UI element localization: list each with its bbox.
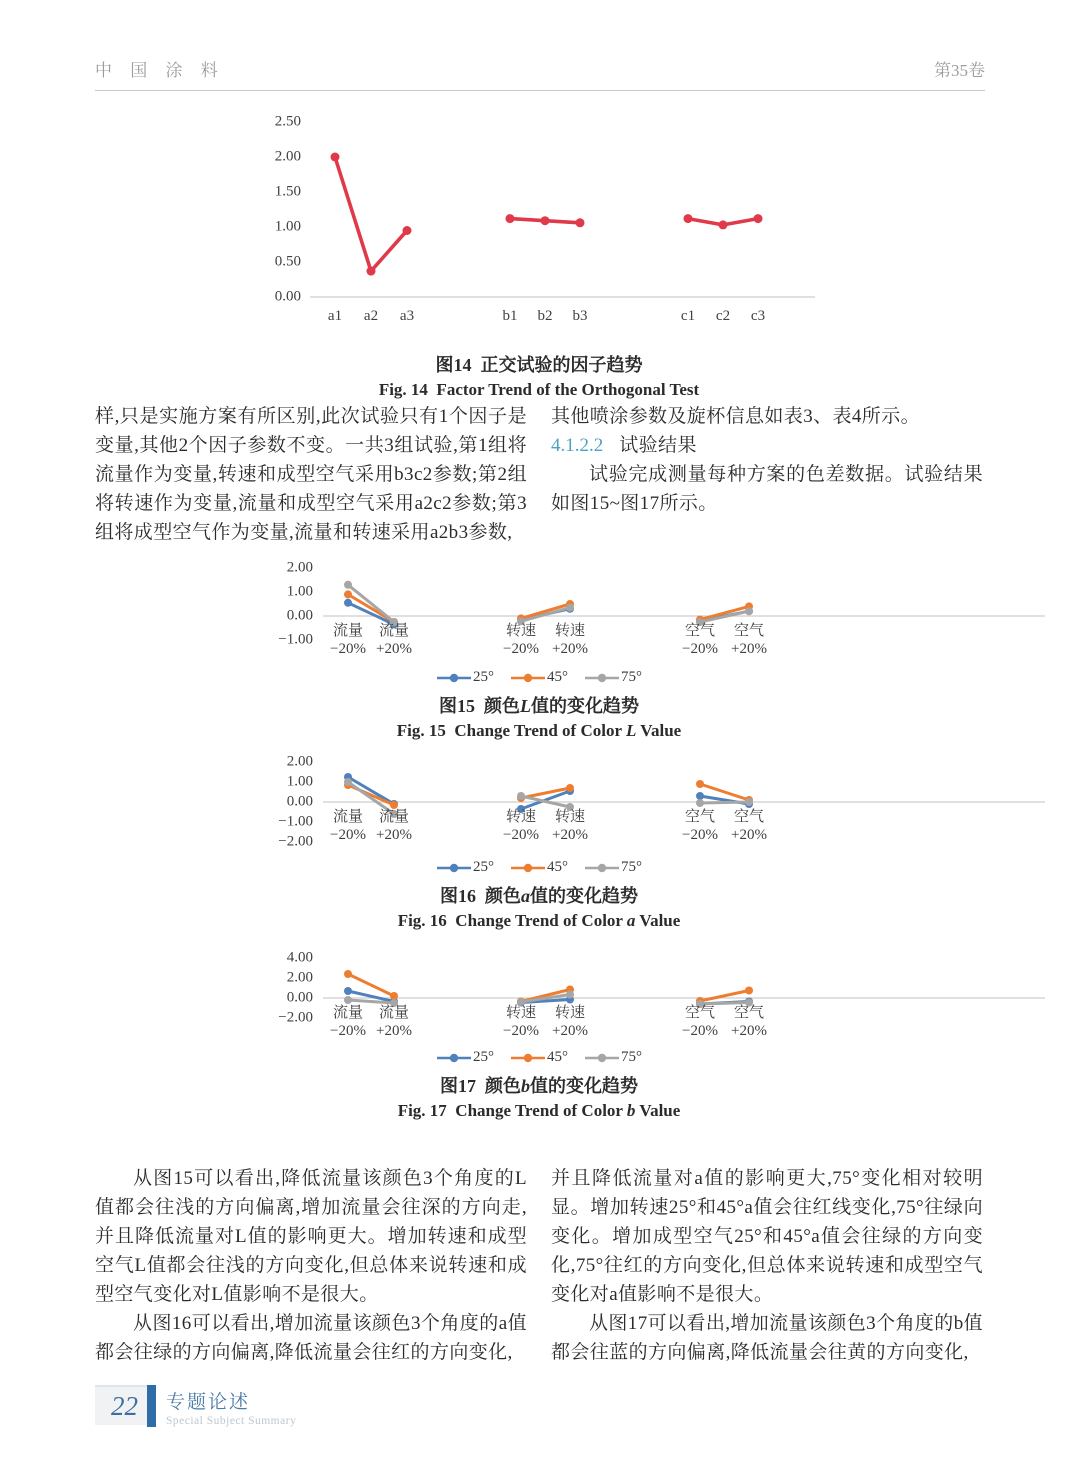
svg-text:+20%: +20% <box>376 1023 412 1039</box>
text-column-right <box>551 402 983 547</box>
legend-line-marker-icon <box>584 862 620 874</box>
footer-section <box>166 1385 296 1427</box>
svg-text:−20%: −20% <box>682 1023 718 1039</box>
svg-text:a3: a3 <box>399 308 415 324</box>
legend-item-45: 45° <box>510 669 568 686</box>
svg-text:0.00: 0.00 <box>286 607 313 624</box>
volume-label: 第35卷 <box>934 61 985 80</box>
fig14-line-chart <box>255 112 983 345</box>
fig14-caption-en: Fig. 14 Factor Trend of the Orthogonal Test <box>378 380 700 399</box>
svg-text:转速: 转速 <box>505 1005 537 1021</box>
svg-text:−2.00: −2.00 <box>278 833 313 850</box>
paragraph: 其他喷涂参数及旋杯信息如表3、表4所示。 <box>551 406 921 427</box>
fig16-caption-cn: 图16 颜色a值的变化趋势 <box>440 886 638 906</box>
fig15-caption-en: Fig. 15 Change Trend of Color L Value <box>396 721 682 740</box>
svg-text:流量: 流量 <box>332 623 364 639</box>
legend-line-marker-icon <box>510 862 546 874</box>
page-footer <box>95 1385 296 1427</box>
legend-item-45: 45° <box>510 1049 568 1066</box>
paragraph: 试验完成测量每种方案的色差数据。试验结果如图15~图17所示。 <box>551 464 983 514</box>
svg-text:+20%: +20% <box>552 641 588 657</box>
legend-item-75: 75° <box>584 1049 642 1066</box>
legend-line-marker-icon <box>510 672 546 684</box>
footer-section-en: Special Subject Summary <box>166 1415 297 1427</box>
svg-text:1.00: 1.00 <box>286 773 313 790</box>
svg-text:1.00: 1.00 <box>274 218 301 235</box>
paragraph: 从图15可以看出,降低流量该颜色3个角度的L值都会往浅的方向偏离,增加流量会往深的方向走,并且降低流量对L值的影响更大。增加转速和成型空气L值都会往浅的方向变化,但总体来说转速和成型空气变化对L值影响不是很大。 <box>95 1168 527 1305</box>
paragraph: 从图16可以看出,增加流量该颜色3个角度的a值都会往绿的方向偏离,降低流量会往红的方向变化, <box>95 1313 527 1363</box>
svg-text:流量: 流量 <box>378 623 410 639</box>
svg-text:a1: a1 <box>327 308 343 324</box>
svg-text:转速: 转速 <box>554 623 586 639</box>
paragraph: 并且降低流量对a值的影响更大,75°变化相对较明显。增加转速25°和45°a值会往红线变化,75°往绿向变化。增加成型空气25°和45°a值会往绿的方向变化,75°往红的方向变化,但总体来说转速和成型空气变化对a值影响不是很大。 <box>551 1168 983 1305</box>
fig15-legend <box>95 669 983 686</box>
figure-15 <box>95 556 983 741</box>
fig16-legend <box>95 859 983 876</box>
svg-text:−1.00: −1.00 <box>278 813 313 830</box>
svg-text:空气: 空气 <box>733 623 765 639</box>
svg-text:空气: 空气 <box>733 1005 765 1021</box>
footer-accent-bar <box>147 1385 156 1427</box>
svg-text:+20%: +20% <box>731 1023 767 1039</box>
fig17-line-chart <box>263 946 983 1047</box>
legend-item-25: 25° <box>436 1049 494 1066</box>
svg-text:c2: c2 <box>715 308 731 324</box>
fig15-line-chart <box>263 556 983 667</box>
body-text-bottom <box>95 1164 983 1367</box>
figure-14 <box>95 112 983 400</box>
svg-text:0.00: 0.00 <box>286 793 313 810</box>
svg-text:+20%: +20% <box>376 827 412 843</box>
journal-title: 中 国 涂 料 <box>95 61 225 80</box>
svg-text:空气: 空气 <box>684 1005 716 1021</box>
section-heading <box>551 431 983 460</box>
svg-text:转速: 转速 <box>505 809 537 825</box>
svg-text:b2: b2 <box>537 308 553 324</box>
svg-text:2.00: 2.00 <box>286 753 313 770</box>
svg-text:2.00: 2.00 <box>286 559 313 576</box>
legend-line-marker-icon <box>584 1052 620 1064</box>
svg-text:+20%: +20% <box>376 641 412 657</box>
paragraph: 从图17可以看出,增加流量该颜色3个角度的b值都会往蓝的方向偏离,降低流量会往黄的方向变化, <box>551 1313 983 1363</box>
svg-text:流量: 流量 <box>332 1005 364 1021</box>
svg-text:b3: b3 <box>572 308 588 324</box>
legend-item-75: 75° <box>584 859 642 876</box>
legend-item-45: 45° <box>510 859 568 876</box>
svg-text:流量: 流量 <box>378 1005 410 1021</box>
footer-section-cn: 专题论述 <box>166 1392 251 1413</box>
svg-text:1.00: 1.00 <box>286 583 313 600</box>
page-number: 22 <box>95 1385 147 1425</box>
section-number: 4.1.2.2 <box>551 435 604 456</box>
page-header <box>95 56 985 91</box>
svg-text:空气: 空气 <box>684 623 716 639</box>
fig17-caption-cn: 图17 颜色b值的变化趋势 <box>440 1076 638 1096</box>
fig14-caption-cn: 图14 正交试验的因子趋势 <box>435 355 643 375</box>
figure-16 <box>95 750 983 931</box>
figure-17 <box>95 946 983 1121</box>
svg-text:+20%: +20% <box>552 827 588 843</box>
section-title: 试验结果 <box>619 435 697 456</box>
svg-text:−1.00: −1.00 <box>278 631 313 648</box>
svg-text:2.00: 2.00 <box>286 969 313 986</box>
svg-text:流量: 流量 <box>332 809 364 825</box>
svg-text:+20%: +20% <box>552 1023 588 1039</box>
svg-text:+20%: +20% <box>731 827 767 843</box>
svg-text:0.00: 0.00 <box>286 989 313 1006</box>
svg-text:+20%: +20% <box>731 641 767 657</box>
text-column-left <box>95 1164 527 1367</box>
svg-text:c3: c3 <box>750 308 766 324</box>
svg-text:−20%: −20% <box>503 641 539 657</box>
svg-text:2.00: 2.00 <box>274 148 301 165</box>
svg-text:−20%: −20% <box>682 827 718 843</box>
svg-text:−20%: −20% <box>503 827 539 843</box>
text-column-left <box>95 402 527 547</box>
svg-text:−20%: −20% <box>503 1023 539 1039</box>
fig15-caption-cn: 图15 颜色L值的变化趋势 <box>439 696 639 716</box>
svg-text:−20%: −20% <box>330 827 366 843</box>
svg-text:空气: 空气 <box>684 809 716 825</box>
svg-text:−20%: −20% <box>330 1023 366 1039</box>
svg-text:−2.00: −2.00 <box>278 1009 313 1026</box>
svg-text:1.50: 1.50 <box>274 183 301 200</box>
legend-line-marker-icon <box>436 862 472 874</box>
svg-text:空气: 空气 <box>733 809 765 825</box>
svg-text:2.50: 2.50 <box>274 113 301 130</box>
svg-text:b1: b1 <box>502 308 518 324</box>
body-text-top <box>95 402 983 547</box>
legend-line-marker-icon <box>510 1052 546 1064</box>
legend-item-25: 25° <box>436 669 494 686</box>
svg-text:0.00: 0.00 <box>274 288 301 305</box>
paragraph: 样,只是实施方案有所区别,此次试验只有1个因子是变量,其他2个因子参数不变。一共3组试验,第1组将流量作为变量,转速和成型空气采用b3c2参数;第2组将转速作为变量,流量和成型空气采用a2c2参数;第3组将成型空气作为变量,流量和转速采用a2b3参数, <box>95 406 527 543</box>
svg-text:−20%: −20% <box>330 641 366 657</box>
svg-text:流量: 流量 <box>378 809 410 825</box>
svg-text:转速: 转速 <box>554 809 586 825</box>
svg-text:0.50: 0.50 <box>274 253 301 270</box>
legend-line-marker-icon <box>436 672 472 684</box>
svg-text:c1: c1 <box>680 308 696 324</box>
legend-item-75: 75° <box>584 669 642 686</box>
fig16-line-chart <box>263 750 983 857</box>
text-column-right <box>551 1164 983 1367</box>
legend-item-25: 25° <box>436 859 494 876</box>
legend-line-marker-icon <box>436 1052 472 1064</box>
legend-line-marker-icon <box>584 672 620 684</box>
fig17-legend <box>95 1049 983 1066</box>
svg-text:转速: 转速 <box>505 623 537 639</box>
svg-text:−20%: −20% <box>682 641 718 657</box>
svg-text:转速: 转速 <box>554 1005 586 1021</box>
fig17-caption-en: Fig. 17 Change Trend of Color b Value <box>397 1101 681 1120</box>
svg-text:4.00: 4.00 <box>286 949 313 966</box>
svg-text:a2: a2 <box>363 308 379 324</box>
fig16-caption-en: Fig. 16 Change Trend of Color a Value <box>397 911 681 930</box>
